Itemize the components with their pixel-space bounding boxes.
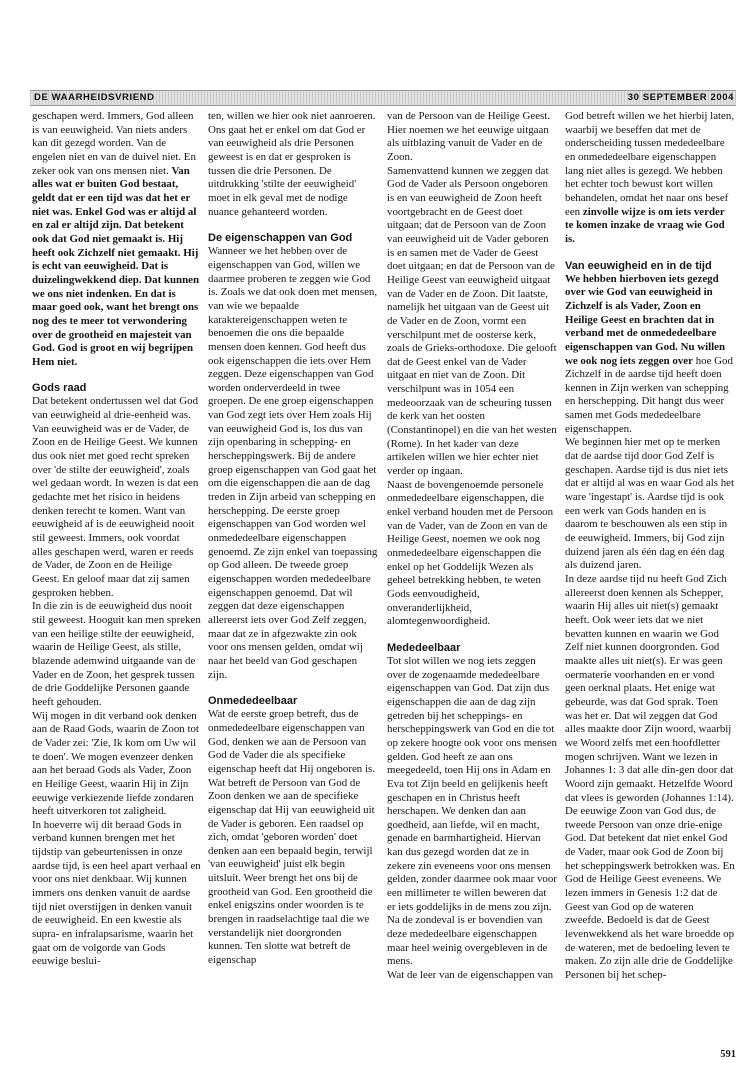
paragraph: geschapen werd. Immers, God alleen is van eeuwigheid. Van niets anders kan dit gezegd worden. Van de engelen niet en van de duivel niet. En zeker ook van ons mensen niet. Van alles wat er buiten God bestaat, geldt dat er een tijd was dat het er niet was. Enkel God was er altijd al en zal er altijd zijn. Dat betekent ook dat God niet gemaakt is. Hij heeft ook Zichzelf niet gemaakt. Hij is echt van eeuwigheid. Dat is duizelingwekkend diep. Dat kunnen we ons niet indenken. En dat is maar goed ook, want het brengt ons nog des te meer tot verwondering over de grootheid en majesteit van God. God is groot en wij begrijpen Hem niet.	[32, 110, 200, 368]
paragraph: In die zin is de eeuwigheid dus nooit stil geweest. Hooguit kan men spreken van een heilige stilte der eeuwigheid, waarin de Heilige Geest, als stille, blazende ademwind uitgaande van de Vader en de Zoon, het gesprek tussen de drie Goddelijke Personen gaande heeft gehouden.	[32, 600, 201, 708]
section-heading-mededeelbaar: Mededeelbaar	[387, 641, 461, 654]
paragraph: Dat betekent ondertussen wel dat God van eeuwigheid al drie-eenheid was. Van eeuwigheid was er de Vader, de Zoon en de Heilige Geest. We kunnen dus ook niet met goed recht spreken over 'de stilte der eeuwigheid', zoals wel gedaan wordt. In wezen is dat een gedachte met het risico in heidens denken terecht te komen. Want van eeuwigheid af is de eeuwigheid nooit stil geweest. Immers, ook voordat alles geschapen werd, waren er reeds de Vader, de Zoon en de Heilige Geest. En geloof maar dat zij samen gesproken hebben.	[32, 395, 199, 599]
paragraph: God betreft willen we het hierbij laten, waarbij we beseffen dat met de onderscheiding tussen mededeelbare en onmededeelbare eigenschappen lang niet alles is gezegd. We hebben het echter toch bewust kort willen behandelen, omdat het naar ons besef een zinvolle wijze is om iets verder te komen inzake de vraag wie God is.	[565, 110, 735, 245]
text-column-2	[208, 110, 378, 968]
paragraph: Wat de leer van de eigenschappen van	[387, 969, 554, 982]
section-heading-eigenschappen: De eigenschappen van God	[208, 232, 353, 245]
running-header	[30, 90, 736, 106]
paragraph: In deze aardse tijd nu heeft God Zich allereerst doen kennen als Schepper, waarin Hij alles uit niet(s) gemaakt heeft. Ook weer iets dat we niet bevatten kunnen en waarin we God Zelf niet kunnen doorgronden. God maakte alles uit niet(s). Er was geen oermaterie voorhanden en er vond geen oerknal plaats. Het enige wat gebeurde, was dat God sprak. Toen was het er. Dat wil zeggen dat God alles maakte door Zijn woord, waarbij we Woord zelfs met een hoofdletter mogen schrijven. Want we lezen in Johannes 1: 3 dat alle din-gen door dat Woord zijn gemaakt. Hetzelfde Woord dat vlees is geworden (Johannes 1:14). De eeuwige Zoon van God dus, de tweede Persoon van onze drie-enige God. Dat betekent dat niet enkel God de Vader, maar ook God de Zoon bij het scheppingswerk betrokken was. En God de Heilige Geest eveneens. We lezen immers in Genesis 1:2 dat de Geest van God op de wateren zweefde. Bedoeld is dat de Geest levenwekkend als het ware broedde op de wateren, met de bedoeling leven te maken. Zo zijn alle drie de Goddelijke Personen bij het schep-	[565, 573, 735, 982]
text-column-1	[32, 110, 202, 969]
page-number: 591	[720, 1049, 736, 1060]
publication-name: DE WAARHEIDSVRIEND	[34, 92, 155, 103]
paragraph: Samenvattend kunnen we zeggen dat God de Vader als Persoon ongeboren is en van eeuwigheid de Zoon heeft voortgebracht en de Geest doet uitgaan; dat de Persoon van de Zoon van eeuwigheid uit de Vader geboren is en samen met de Vader de Geest doet uitgaan; en dat de Persoon van de Heilige Geest van eeuwigheid uitgaat van de Vader en de Zoon. Dit laatste, namelijk het uitgaan van de Geest uit de Vader en de Zoon, vormt een verschilpunt met de oosterse kerk, zoals de Grieks-orthodoxe. Die gelooft dat de Geest enkel van de Vader uitgaat en niet van de Zoon. Dit verschilpunt was in 1054 een medeoorzaak van de scheuring tussen de kerk van het oosten (Constantinopel) en die van het westen (Rome). In het kader van deze artikelen willen we hier echter niet verder op ingaan.	[387, 164, 557, 478]
paragraph: We beginnen hier met op te merken dat de aardse tijd door God Zelf is geschapen. Aardse tijd is dus niet iets dat er altijd al was en waar God als het ware 'ingestapt' is. Aardse tijd is ook een werk van Gods handen en is daarom te beschouwen als een stip in de eeuwigheid. Immers, bij God zijn duizend jaren als één dag en één dag als duizend jaren.	[565, 436, 735, 572]
issue-date: 30 SEPTEMBER 2004	[627, 92, 734, 103]
text-column-4	[565, 110, 735, 983]
section-heading-onmededeelbaar: Onmededeelbaar	[208, 695, 298, 708]
paragraph: Wij mogen in dit verband ook denken aan de Raad Gods, waarin de Zoon tot de Vader zei: 'Zie, Ik kom om Uw wil te doen'. We mogen evenzeer denken aan het beraad Gods als Vader, Zoon en Heilige Geest, waarin Hij in Zijn eeuwige verkiezende liefde zondaren heeft uitverkoren tot zaligheid.	[32, 709, 199, 818]
paragraph: Naast de bovengenoemde personele onmededeelbare eigenschappen, die enkel verband houden met de Persoon van de Vader, van de Zoon en van de Heilige Geest, noemen we ook nog onmededeelbare eigenschappen die enkel op het Goddelijk Wezen als geheel betrekking hebben, te weten Gods eenvoudigheid, onveranderlijkheid, alomtegenwoordigheid.	[387, 478, 554, 628]
section-heading-eeuwigheid-tijd: Van eeuwigheid en in de tijd	[565, 259, 712, 272]
paragraph: In hoeverre wij dit beraad Gods in verband kunnen brengen met het tijdstip van gebeurtenissen in onze aardse tijd, is een heel apart verhaal en voor ons niet denkbaar. Wij kunnen immers ons denken vanuit de aardse tijd niet overstijgen in denken vanuit de eeuwigheid. En een kwestie als supra- en infralapsarisme, waarin het gaat om de volgorde van Gods eeuwige beslui-	[32, 818, 201, 968]
paragraph: Tot slot willen we nog iets zeggen over de zogenaamde mededeelbare eigenschappen van God. Dat zijn dus eigenschappen die aan de dag zijn getreden bij het scheppings- en herscheppingswerk van God en die tot op zekere hoogte ook voor ons mensen gelden. God heeft ze aan ons meegedeeld, toen Hij ons in Adam en Eva tot Zijn beeld en gelijkenis heeft geschapen en in Christus heeft herschapen. We denken dan aan goedheid, aan liefde, wil en macht, genade en barmhartigheid. Hiervan kan dus gezegd worden dat ze in zekere zin eveneens voor ons mensen gelden, zonder daarmee ook maar voor een millimeter te willen beweren dat er iets goddelijks in de mens zou zijn. Na de zondeval is er bovendien van deze mededeelbare eigenschappen maar heel weinig overgebleven in de mens.	[387, 654, 557, 968]
paragraph: Wanneer we het hebben over de eigenschappen van God, willen we daarmee proberen te zeggen wie God is. Zoals we dat ook doen met mensen, van wie we bepaalde karaktereigenschappen weten te benoemen die ons die bepaalde mensen doen kennen. God heeft dus ook eigenschappen die iets over Hem zeggen. Deze eigenschappen van God worden onderverdeeld in twee groepen. De ene groep eigenschappen van God zegt iets over Hem zoals Hij van eeuwigheid God is, los dus van zijn openbaring in schepping- en herscheppingswerk. Bij de andere groep eigenschappen van God gaat het om die eigenschappen die aan de dag treden in Zijn arbeid van schepping en herschepping. De eerste groep eigenschappen van God worden wel onmededeelbare eigenschappen genoemd. Ze zijn enkel van toepassing op God alleen. De tweede groep eigenschappen worden mededeelbare eigenschappen genoemd. Dat wil zeggen dat deze eigenschappen allereerst iets over God Zelf zeggen, maar dat ze in afgezwakte zin ook voor ons mensen gelden, omdat wij naar het beeld van God geschapen zijn.	[208, 245, 378, 681]
paragraph: We hebben hierboven iets gezegd over wie God van eeuwigheid in Zichzelf is als Vader, Zoon en Heilige Geest en brachten dat in verband met de onmededeelbare eigenschappen van God. Nu willen we ook nog iets zeggen over hoe God Zichzelf in de aardse tijd heeft doen kennen in Zijn werken van schepping en herschepping. Dit hangt dus weer samen met Gods mededeelbare eigenschappen.	[565, 272, 733, 435]
paragraph: ten, willen we hier ook niet aanroeren. Ons gaat het er enkel om dat God er van eeuwigheid als drie Personen geweest is en dat er gesproken is tussen die drie Personen. De uitdrukking 'stilte der eeuwigheid' moet in elk geval met de nodige nuance gehanteerd worden.	[208, 110, 376, 218]
paragraph: Wat de eerste groep betreft, dus de onmededeelbare eigenschappen van God, denken we aan de Persoon van God de Vader die als specifieke eigenschap heeft dat Hij ongeboren is. Wat betreft de Persoon van God de Zoon denken we aan de specifieke eigenschap dat Hij van eeuwigheid uit de Vader is geboren. Een raadsel op zich, omdat 'geboren worden' doet denken aan een bepaald begin, terwijl 'van eeuwigheid' juist elk begin uitsluit. Weer brengt het ons bij de grootheid van God. Een grootheid die enkel enigszins onder woorden is te brengen in raadselachtige taal die we verstandelijk niet doorgronden kunnen. Ten slotte wat betreft de eigenschap	[208, 708, 375, 967]
section-heading-gods-raad: Gods raad	[32, 382, 87, 395]
text-column-3	[387, 110, 557, 983]
paragraph: van de Persoon van de Heilige Geest. Hier noemen we het eeuwige uitgaan als uitblazing vanuit de Vader en de Zoon.	[387, 110, 551, 163]
